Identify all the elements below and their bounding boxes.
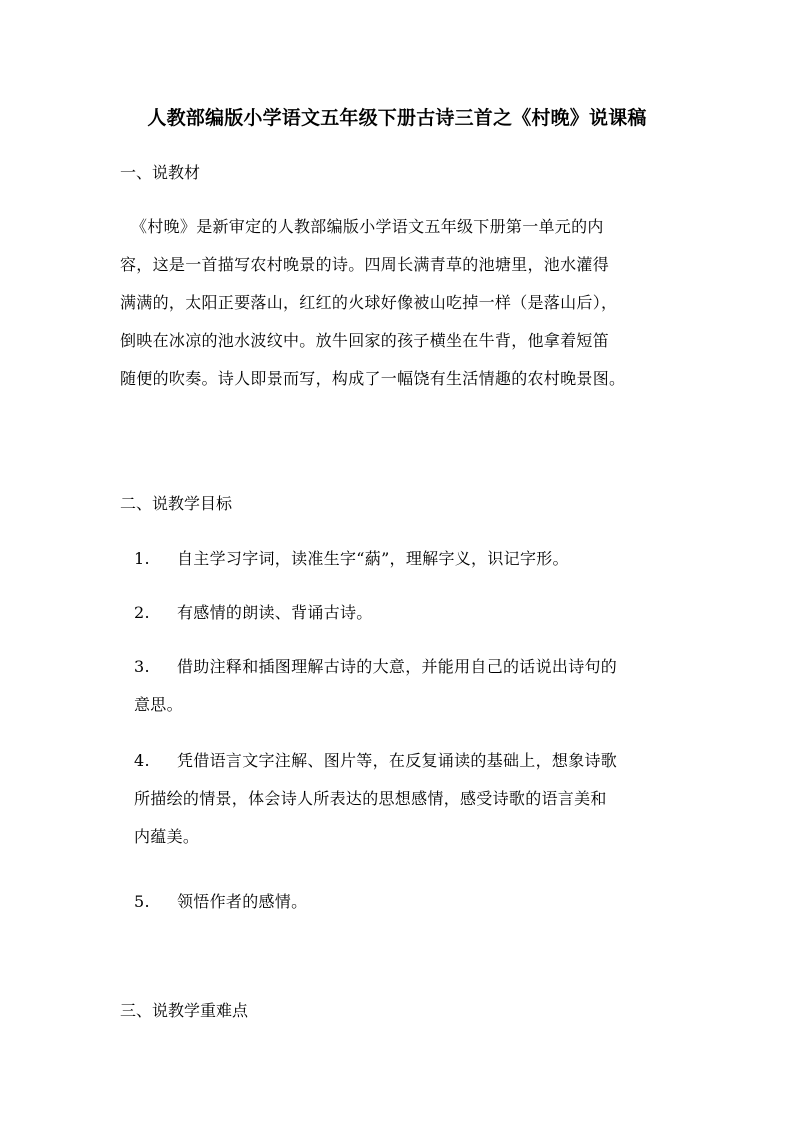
section-paragraph-textbook <box>120 208 680 398</box>
paragraph-line: 倒映在冰凉的池水波纹中。放牛回家的孩子横坐在牛背，他拿着短笛 <box>120 331 610 350</box>
objective-text: 借助注释和插图理解古诗的大意，并能用自己的话说出诗句的 <box>177 657 618 676</box>
paragraph-line: 容，这是一首描写农村晚景的诗。四周长满青草的池塘里，池水灌得 <box>120 255 610 274</box>
objective-item <box>120 540 680 578</box>
objective-number: 5. <box>134 892 150 911</box>
objective-text: 所描绘的情景，体会诗人所表达的思想感情，感受诗歌的语言美和 <box>134 789 607 808</box>
objective-text: 有感情的朗读、背诵古诗。 <box>177 603 373 622</box>
objective-number: 4. <box>134 751 150 770</box>
section-heading-key-points: 三、说教学重难点 <box>120 1001 249 1020</box>
objective-text: 内蕴美。 <box>134 827 200 846</box>
objective-text: 凭借语言文字注解、图片等，在反复诵读的基础上，想象诗歌 <box>177 751 618 770</box>
section-heading-objectives: 二、说教学目标 <box>120 494 233 513</box>
objective-text: 自主学习字词，读准生字“蒳”，理解字义，识记字形。 <box>177 549 569 568</box>
paragraph-line: 《村晚》是新审定的人教部编版小学语文五年级下册第一单元的内 <box>131 217 604 236</box>
objective-number: 2. <box>134 603 150 622</box>
objective-item <box>120 883 680 921</box>
objective-text: 意思。 <box>134 695 183 714</box>
objective-number: 3. <box>134 657 150 676</box>
objective-number: 1. <box>134 549 150 568</box>
document-title: 人教部编版小学语文五年级下册古诗三首之《村晚》说课稿 <box>147 107 647 129</box>
objective-item <box>120 742 680 856</box>
objective-item <box>120 648 680 724</box>
paragraph-line: 随便的吹奏。诗人即景而写，构成了一幅饶有生活情趣的农村晚景图。 <box>120 369 626 388</box>
paragraph-line: 满满的，太阳正要落山，红红的火球好像被山吃掉一样（是落山后）， <box>120 293 618 312</box>
objective-text: 领悟作者的感情。 <box>177 892 308 911</box>
objective-item <box>120 594 680 632</box>
section-heading-textbook: 一、说教材 <box>120 163 201 182</box>
